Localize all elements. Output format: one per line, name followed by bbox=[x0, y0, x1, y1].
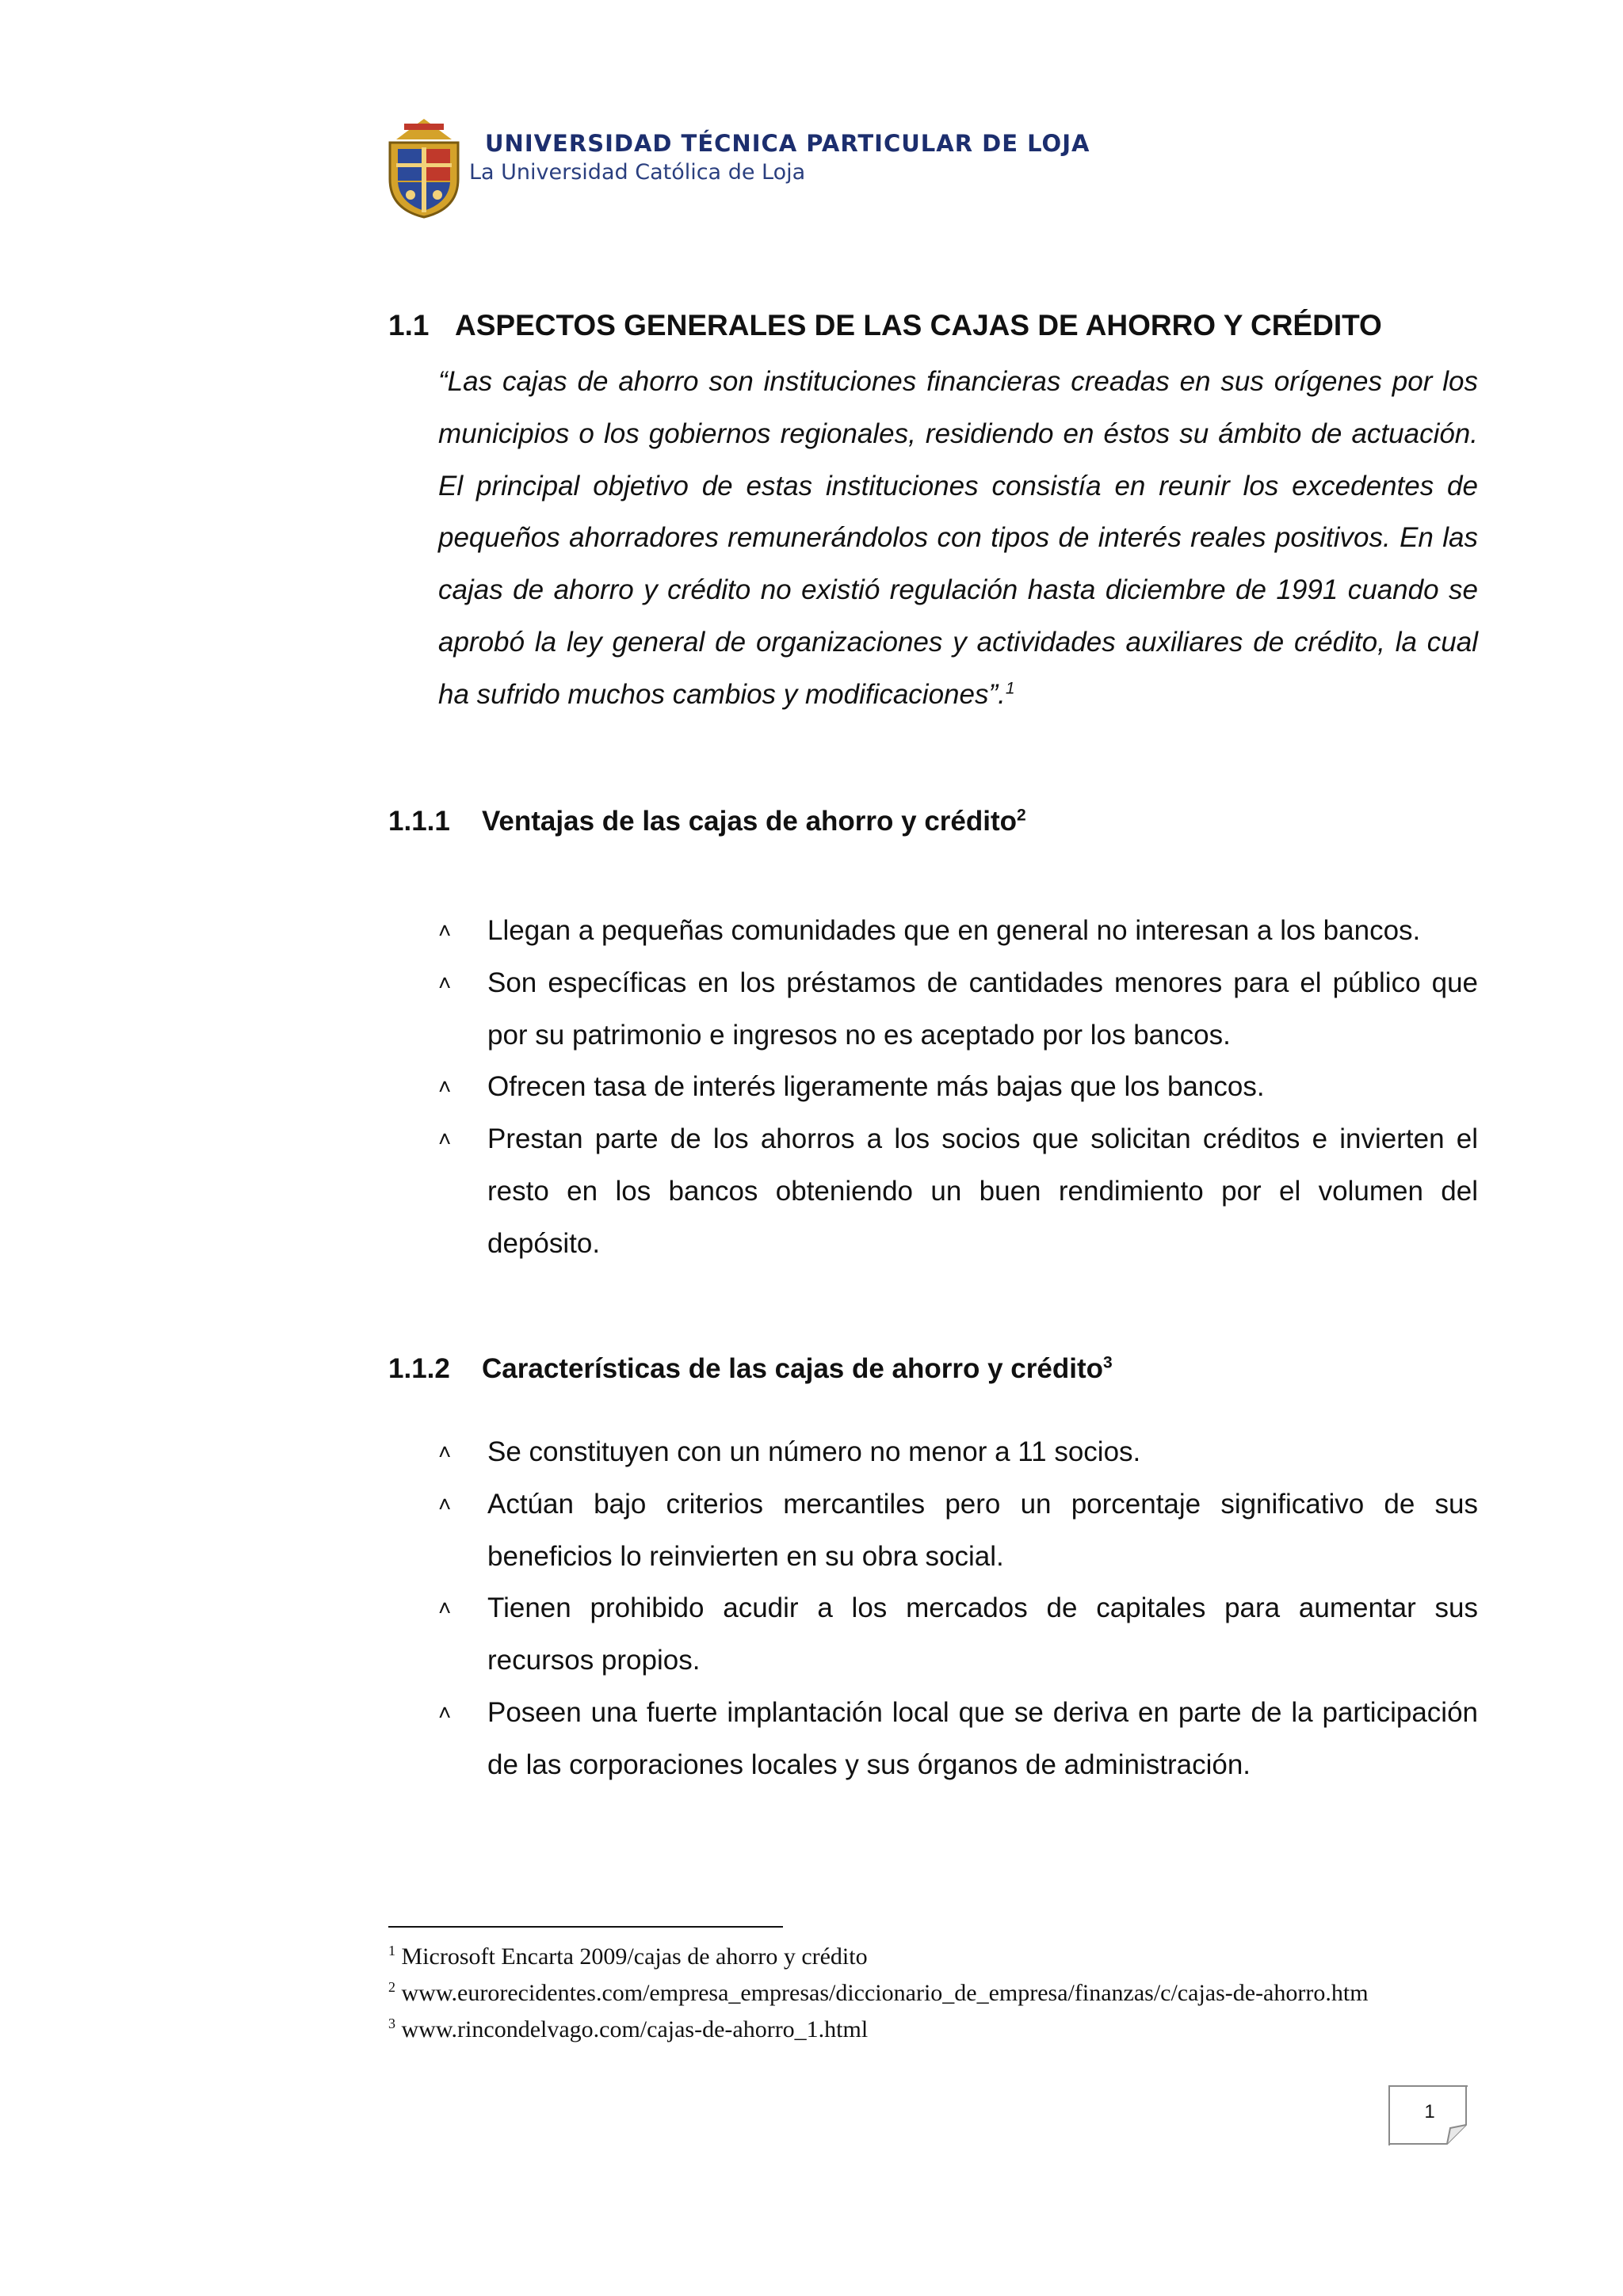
footnote-divider bbox=[388, 1926, 783, 1928]
page-number: 1 bbox=[1424, 2101, 1435, 2122]
subsection-heading-ventajas bbox=[388, 806, 1498, 837]
chevron-up-icon: ˄ bbox=[438, 1074, 452, 1100]
section-title: ASPECTOS GENERALES DE LAS CAJAS DE AHORRO Y CRÉDITO bbox=[455, 309, 1382, 341]
university-subtitle: La Universidad Católica de Loja bbox=[469, 160, 806, 185]
chevron-up-icon: ˄ bbox=[438, 1491, 452, 1516]
quote-paragraph bbox=[438, 356, 1478, 721]
chevron-up-icon: ˄ bbox=[438, 1699, 452, 1725]
list-item: ˄ Se constituyen con un número no menor a 11 socios. bbox=[438, 1426, 1478, 1478]
chevron-up-icon: ˄ bbox=[438, 1127, 452, 1152]
caracteristicas-list bbox=[438, 1426, 1478, 1791]
footnote-ref-1: 1 bbox=[1005, 679, 1015, 698]
chevron-up-icon: ˄ bbox=[438, 918, 452, 943]
footnote-1: $^1$ Microsoft Encarta 2009/cajas de ahorro y crédito bbox=[388, 1943, 868, 1970]
list-item: ˄ Actúan bajo criterios mercantiles pero un porcentaje significativo de sus beneficios lo reinvierten en su obra social. bbox=[438, 1478, 1478, 1583]
footnote-3: $^3$ www.rincondelvago.com/cajas-de-ahorro_1.html bbox=[388, 2016, 869, 2042]
subsection-heading-caracteristicas bbox=[388, 1353, 1498, 1385]
list-item: ˄ Ofrecen tasa de interés ligeramente más bajas que los bancos. bbox=[438, 1061, 1478, 1113]
subsection-title: Ventajas de las cajas de ahorro y crédito bbox=[482, 806, 1018, 837]
list-item: ˄ Llegan a pequeñas comunidades que en general no interesan a los bancos. bbox=[438, 905, 1478, 957]
chevron-up-icon: ˄ bbox=[438, 1596, 452, 1621]
chevron-up-icon: ˄ bbox=[438, 970, 452, 995]
list-item: ˄ Prestan parte de los ahorros a los socios que solicitan créditos e invierten el resto en los bancos obteniendo un buen rendimiento por el volumen del depósito. bbox=[438, 1113, 1478, 1269]
letterhead bbox=[380, 116, 1094, 227]
quote-text: “Las cajas de ahorro son instituciones financieras creadas en sus orígenes por los municipios o los gobiernos regionales, residiendo en éstos su ámbito de actuación. El principal objetivo de estas instituciones consistía en reunir los excedentes de pequeños ahorradores remunerándolos con tipos de interés reales positivos. En las cajas de ahorro y crédito no existió regulación hasta diciembre de 1991 cuando se aprobó la ley general de organizaciones y actividades auxiliares de crédito, la cual ha sufrido muchos cambios y modificaciones”. bbox=[438, 366, 1478, 710]
subsection-title: Características de las cajas de ahorro y crédito bbox=[482, 1353, 1103, 1384]
list-item: ˄ Son específicas en los préstamos de cantidades menores para el público que por su patrimonio e ingresos no es aceptado por los bancos. bbox=[438, 957, 1478, 1062]
list-item: ˄ Poseen una fuerte implantación local que se deriva en parte de la participación de las corporaciones locales y sus órganos de administración. bbox=[438, 1687, 1478, 1791]
subsection-number: 1.1.1 bbox=[388, 806, 450, 837]
footnote-ref-2: 2 bbox=[1017, 806, 1026, 825]
section-heading bbox=[388, 309, 1498, 342]
page-number-box bbox=[1388, 2085, 1468, 2145]
subsection-number: 1.1.2 bbox=[388, 1353, 450, 1384]
footnote-2: $^2$ www.eurorecidentes.com/empresa_empresas/diccionario_de_empresa/finanzas/c/cajas-de-ahorro.htm bbox=[388, 1979, 1369, 2006]
university-crest-icon bbox=[380, 116, 468, 219]
ventajas-list bbox=[438, 905, 1478, 1270]
university-name: UNIVERSIDAD TÉCNICA PARTICULAR DE LOJA bbox=[485, 130, 1090, 157]
chevron-up-icon: ˄ bbox=[438, 1440, 452, 1464]
list-item: ˄ Tienen prohibido acudir a los mercados de capitales para aumentar sus recursos propios. bbox=[438, 1582, 1478, 1687]
section-number: 1.1 bbox=[388, 309, 430, 341]
footnotes bbox=[388, 1936, 1450, 2045]
footnote-ref-3: 3 bbox=[1103, 1353, 1113, 1372]
